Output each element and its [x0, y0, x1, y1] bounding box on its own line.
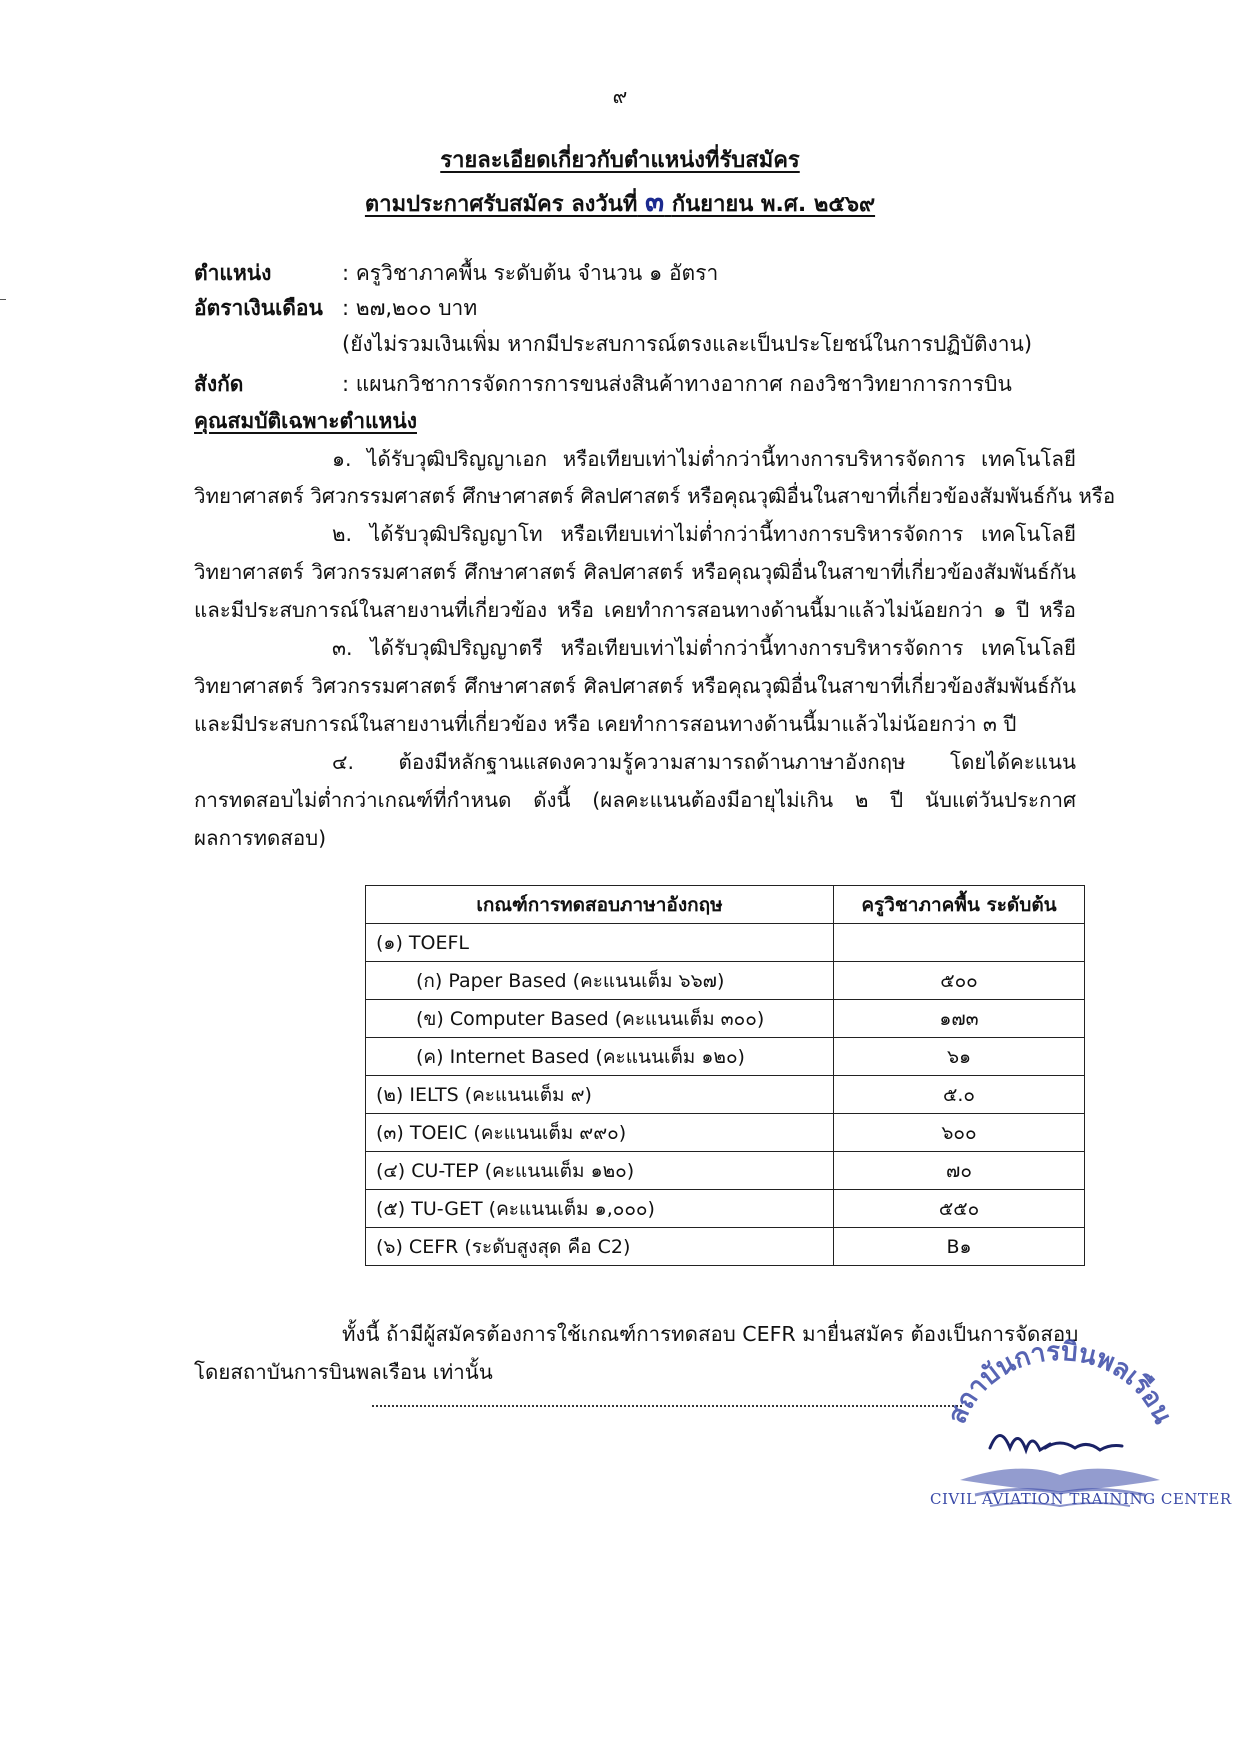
- table-row: [366, 1000, 1085, 1038]
- table-header-row: [366, 886, 1085, 924]
- footer-note-line2: โดยสถาบันการบินพลเรือน เท่านั้น: [194, 1360, 493, 1384]
- score-cell: ๖๐๐: [834, 1114, 1085, 1152]
- table-row: [366, 1152, 1085, 1190]
- score-cell: ๗๐: [834, 1152, 1085, 1190]
- qualification-line: วิทยาศาสตร์ วิศวกรรมศาสตร์ ศึกษาศาสตร์ ศิลปศาสตร์ หรือคุณวุฒิอื่นในสาขาที่เกี่ยวข้องสัมพันธ์กัน หรือ: [194, 484, 1116, 508]
- criteria-cell: (๑) TOEFL: [366, 924, 834, 962]
- table-row: [366, 1228, 1085, 1266]
- score-cell: B๑: [834, 1228, 1085, 1266]
- english-criteria-table: [365, 885, 1085, 1266]
- qualification-line: วิทยาศาสตร์ วิศวกรรมศาสตร์ ศึกษาศาสตร์ ศิลปศาสตร์ หรือคุณวุฒิอื่นในสาขาที่เกี่ยวข้องสัมพันธ์กัน: [194, 674, 1076, 698]
- qualification-line: ผลการทดสอบ): [194, 826, 327, 850]
- department-value: : แผนกวิชาการจัดการการขนส่งสินค้าทางอากาศ กองวิชาวิทยาการการบิน: [342, 372, 1012, 396]
- criteria-cell: (๒) IELTS (คะแนนเต็ม ๙): [366, 1076, 834, 1114]
- salary-value: : ๒๗,๒๐๐ บาท: [342, 296, 478, 320]
- margin-tick: [0, 299, 6, 300]
- salary-note: (ยังไม่รวมเงินเพิ่ม หากมีประสบการณ์ตรงและเป็นประโยชน์ในการปฏิบัติงาน): [342, 332, 1033, 356]
- score-cell: [834, 924, 1085, 962]
- salary-label: อัตราเงินเดือน: [194, 296, 323, 320]
- seal-arc-text: สถาบันการบินพลเรือน: [942, 1336, 1178, 1429]
- department-label: สังกัด: [194, 372, 244, 396]
- score-cell: ๕๐๐: [834, 962, 1085, 1000]
- qualification-line: ๑. ได้รับวุฒิปริญญาเอก หรือเทียบเท่าไม่ต่ำกว่านี้ทางการบริหารจัดการ เทคโนโลยี: [332, 447, 1076, 471]
- position-label: ตำแหน่ง: [194, 261, 272, 285]
- seal-english-text: CIVIL AVIATION TRAINING CENTER: [930, 1490, 1232, 1508]
- table-row: [366, 924, 1085, 962]
- criteria-cell: (ก) Paper Based (คะแนนเต็ม ๖๖๗): [366, 962, 834, 1000]
- qualification-line: และมีประสบการณ์ในสายงานที่เกี่ยวข้อง หรือ เคยทำการสอนทางด้านนี้มาแล้วไม่น้อยกว่า ๓ ปี: [194, 712, 1017, 736]
- qualification-line: และมีประสบการณ์ในสายงานที่เกี่ยวข้อง หรือ เคยทำการสอนทางด้านนี้มาแล้วไม่น้อยกว่า ๑ ปี หรือ: [194, 598, 1076, 622]
- svg-text:สถาบันการบินพลเรือน: [942, 1337, 1178, 1429]
- score-cell: ๕.๐: [834, 1076, 1085, 1114]
- qualifications-heading: คุณสมบัติเฉพาะตำแหน่ง: [194, 409, 417, 433]
- criteria-cell: (๕) TU-GET (คะแนนเต็ม ๑,๐๐๐): [366, 1190, 834, 1228]
- position-value: : ครูวิชาภาคพื้น ระดับต้น จำนวน ๑ อัตรา: [342, 261, 719, 285]
- score-cell: ๖๑: [834, 1038, 1085, 1076]
- criteria-cell: (๖) CEFR (ระดับสูงสุด คือ C2): [366, 1228, 834, 1266]
- footer-note-line1: ทั้งนี้ ถ้ามีผู้สมัครต้องการใช้เกณฑ์การทดสอบ CEFR มายื่นสมัคร ต้องเป็นการจัดสอบ: [342, 1322, 1079, 1346]
- page-number: ๙: [612, 84, 628, 108]
- signature-dotted-line: [372, 1405, 962, 1407]
- qualification-line: ๒. ได้รับวุฒิปริญญาโท หรือเทียบเท่าไม่ต่ำกว่านี้ทางการบริหารจัดการ เทคโนโลยี: [332, 522, 1076, 546]
- criteria-cell: (๓) TOEIC (คะแนนเต็ม ๙๙๐): [366, 1114, 834, 1152]
- table-row: [366, 1190, 1085, 1228]
- criteria-cell: (ค) Internet Based (คะแนนเต็ม ๑๒๐): [366, 1038, 834, 1076]
- institution-seal-icon: [920, 1330, 1190, 1550]
- score-cell: ๕๕๐: [834, 1190, 1085, 1228]
- document-title: รายละเอียดเกี่ยวกับตำแหน่งที่รับสมัคร: [440, 148, 800, 173]
- table-row: [366, 1076, 1085, 1114]
- score-cell: ๑๗๓: [834, 1000, 1085, 1038]
- table-header-position: ครูวิชาภาคพื้น ระดับต้น: [834, 886, 1085, 924]
- document-subtitle: [0, 180, 1240, 224]
- table-row: [366, 962, 1085, 1000]
- criteria-cell: (ข) Computer Based (คะแนนเต็ม ๓๐๐): [366, 1000, 834, 1038]
- subtitle-day: ๓: [645, 185, 665, 218]
- table-row: [366, 1038, 1085, 1076]
- table-header-criteria: เกณฑ์การทดสอบภาษาอังกฤษ: [366, 886, 834, 924]
- subtitle-prefix: ตามประกาศรับสมัคร ลงวันที่: [364, 192, 638, 217]
- criteria-cell: (๔) CU-TEP (คะแนนเต็ม ๑๒๐): [366, 1152, 834, 1190]
- qualification-line: วิทยาศาสตร์ วิศวกรรมศาสตร์ ศึกษาศาสตร์ ศิลปศาสตร์ หรือคุณวุฒิอื่นในสาขาที่เกี่ยวข้องสัมพันธ์กัน: [194, 560, 1076, 584]
- qualification-line: การทดสอบไม่ต่ำกว่าเกณฑ์ที่กำหนด ดังนี้ (ผลคะแนนต้องมีอายุไม่เกิน ๒ ปี นับแต่วันประกาศ: [194, 788, 1076, 812]
- table-row: [366, 1114, 1085, 1152]
- qualification-line: ๓. ได้รับวุฒิปริญญาตรี หรือเทียบเท่าไม่ต่ำกว่านี้ทางการบริหารจัดการ เทคโนโลยี: [332, 636, 1076, 660]
- qualification-line: ๔. ต้องมีหลักฐานแสดงความรู้ความสามารถด้านภาษาอังกฤษ โดยได้คะแนน: [332, 750, 1076, 774]
- subtitle-suffix: กันยายน พ.ศ. ๒๕๖๙: [671, 192, 876, 217]
